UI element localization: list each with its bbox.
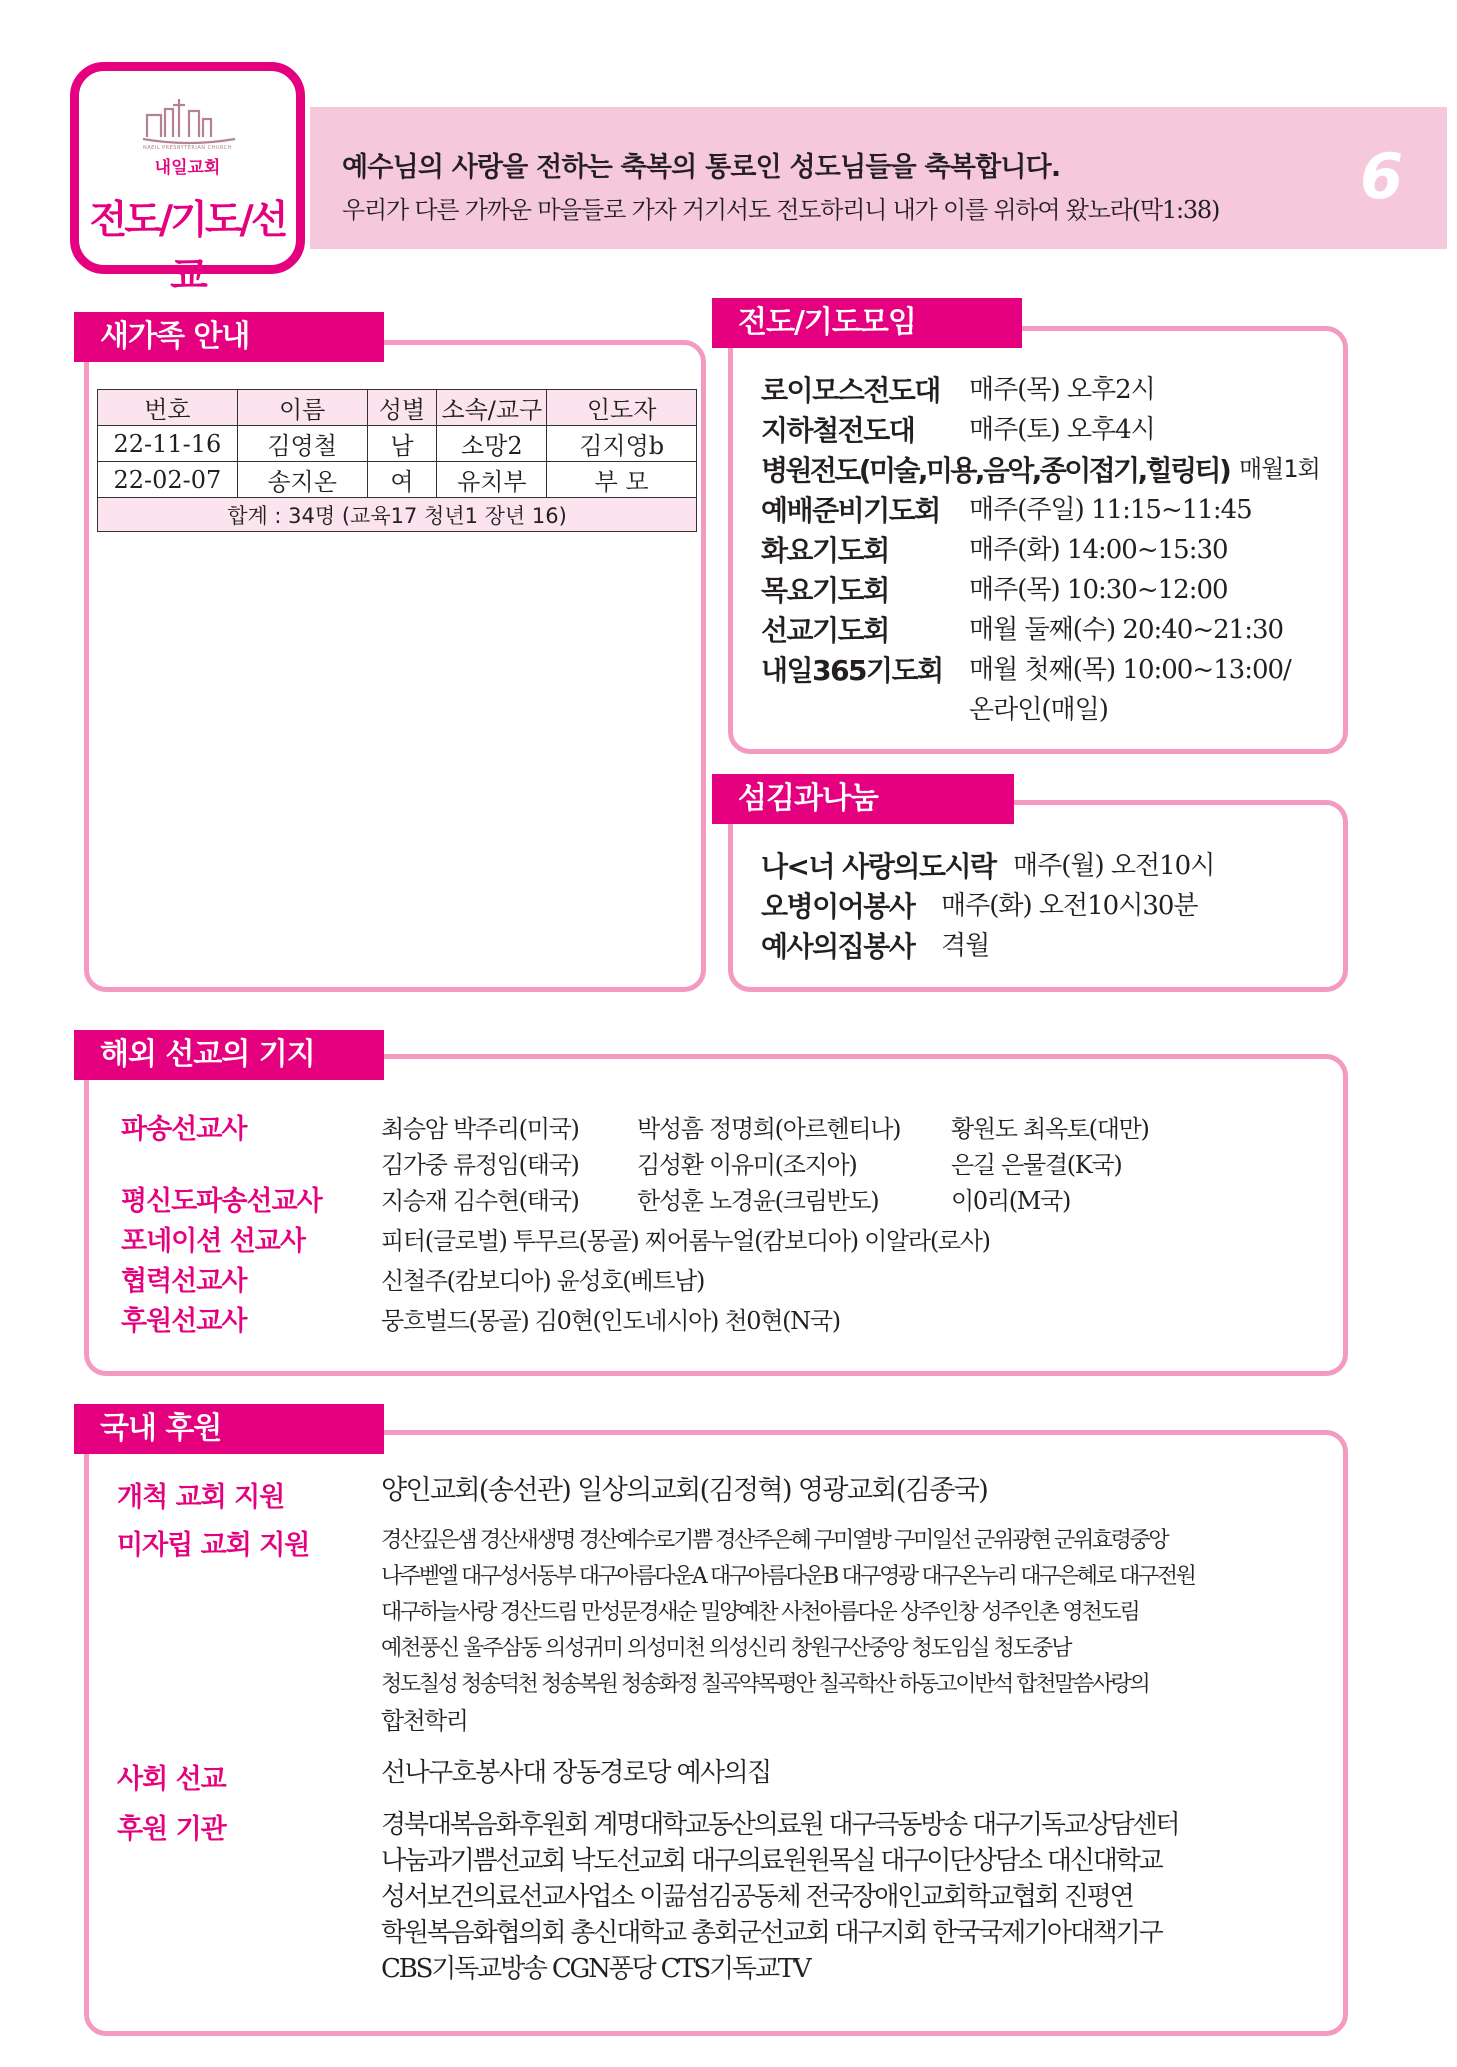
meetings-heading: 전도/기도모임 [712, 298, 1022, 348]
table-cell: 김영철 [237, 426, 367, 462]
summary-cell: 합계 : 34명 (교육17 청년1 장년 16) [98, 498, 697, 532]
service-name: 예사의집봉사 [761, 930, 915, 963]
service-heading: 섬김과나눔 [712, 774, 1014, 824]
new-family-table [97, 389, 697, 532]
missionary-entry: 황원도 최옥토(대만) [951, 1115, 1149, 1143]
church-logo-icon [139, 95, 239, 145]
table-row [98, 426, 697, 462]
table-cell: 김지영b [547, 426, 697, 462]
column-header: 성별 [367, 390, 437, 426]
missionary-entry: 박성흠 정명희(아르헨티나) [637, 1115, 901, 1143]
support-missionary-label: 후원선교사 [121, 1306, 247, 1337]
missionary-entry: 김가중 류정임(태국) [381, 1151, 579, 1179]
social-mission-text: 선나구호봉사대 장동경로당 예사의집 [381, 1758, 771, 1788]
missionary-entry: 신철주(캄보디아) 윤성호(베트남) [381, 1267, 705, 1295]
overseas-box [84, 1054, 1348, 1376]
meeting-time: 매월 둘째(수) 20:40~21:30 [969, 615, 1284, 645]
page-number: 6 [1360, 140, 1404, 213]
table-cell: 여 [367, 462, 437, 498]
list-item: 나눔과기쁨선교회 낙도선교회 대구의료원원목실 대구이단상담소 대신대학교 [381, 1846, 1162, 1876]
service-name: 나<너 사랑의도시락 [761, 850, 996, 883]
service-time: 격월 [941, 931, 990, 961]
meeting-name: 지하철전도대 [761, 414, 915, 447]
missionary-entry: 최승암 박주리(미국) [381, 1115, 579, 1143]
pioneer-text: 양인교회(송선관) 일상의교회(김정혁) 영광교회(김종국) [381, 1475, 988, 1506]
meeting-name: 목요기도회 [761, 574, 889, 607]
missionary-entry: 이0리(M국) [951, 1187, 1071, 1215]
social-mission-label: 사회 선교 [117, 1764, 226, 1795]
support-org-label: 후원 기관 [117, 1814, 226, 1845]
table-cell: 22-02-07 [98, 462, 238, 498]
dispatched-label: 파송선교사 [121, 1114, 247, 1145]
service-list [761, 845, 1341, 975]
meeting-name: 선교기도회 [761, 614, 889, 647]
meetings-list [761, 369, 1341, 749]
missionary-entry: 뭉흐벌드(몽골) 김0현(인도네시아) 천0현(N국) [381, 1307, 840, 1335]
meeting-name: 화요기도회 [761, 534, 889, 567]
logo-english-text: NAEIL PRESBYTERIAN CHURCH [142, 145, 232, 151]
lay-missionary-label: 평신도파송선교사 [121, 1186, 322, 1217]
column-header: 번호 [98, 390, 238, 426]
missionary-entry: 한성훈 노경윤(크림반도) [637, 1187, 879, 1215]
table-cell: 유치부 [437, 462, 547, 498]
meeting-time: 매주(목) 10:30~12:00 [969, 575, 1228, 605]
meetings-box [728, 326, 1348, 754]
table-cell: 소망2 [437, 426, 547, 462]
new-family-heading: 새가족 안내 [74, 312, 384, 362]
missionary-entry: 김성환 이유미(조지아) [637, 1151, 857, 1179]
logo-box [70, 62, 305, 299]
list-item: 나주벧엘 대구성서동부 대구아름다운A 대구아름다운B 대구영광 대구온누리 대구은혜로 대구전원 [381, 1564, 1195, 1589]
list-item: 청도칠성 청송덕천 청송복원 청송화정 칠곡약목평안 칠곡학산 하동고이반석 합천말씀사랑의 [381, 1672, 1149, 1697]
meeting-time: 매주(주일) 11:15~11:45 [969, 495, 1252, 525]
domestic-box [84, 1430, 1348, 2036]
new-family-box [84, 340, 706, 992]
meeting-time: 매주(목) 오후2시 [969, 375, 1155, 405]
list-item: CBS기독교방송 CGN퐁당 CTS기독교TV [381, 1954, 810, 1984]
column-header: 소속/교구 [437, 390, 547, 426]
support-org-list [381, 1807, 1331, 1997]
header-blessing-text: 예수님의 사랑을 전하는 축복의 통로인 성도님들을 축복합니다. [342, 152, 1061, 183]
section-title: 전도/기도/선교 [89, 198, 286, 299]
list-item: 예천풍신 울주삼동 의성귀미 의성미천 의성신리 창원구산중앙 청도임실 청도중남 [381, 1636, 1071, 1661]
meeting-name: 내일365기도회 [761, 654, 943, 687]
meeting-name: 병원전도(미술,미용,음악,종이접기,힐링티) [761, 454, 1230, 487]
list-item: 합천학리 [381, 1707, 468, 1735]
column-header: 이름 [237, 390, 367, 426]
table-cell: 부 모 [547, 462, 697, 498]
meeting-time-extra: 온라인(매일) [969, 695, 1108, 725]
meeting-name: 예배준비기도회 [761, 494, 940, 527]
service-box [728, 800, 1348, 992]
table-row [98, 462, 697, 498]
table-cell: 송지온 [237, 462, 367, 498]
list-item: 성서보건의료선교사업소 이끎섬김공동체 전국장애인교회학교협회 진평연 [381, 1882, 1133, 1912]
meeting-name: 로이모스전도대 [761, 374, 940, 407]
overseas-content [121, 1107, 1321, 1367]
meeting-time: 매월 첫째(목) 10:00~13:00/ [969, 655, 1291, 685]
missionary-entry: 은길 은물결(K국) [951, 1151, 1122, 1179]
meeting-time: 매주(화) 14:00~15:30 [969, 535, 1228, 565]
unestablished-label: 미자립 교회 지원 [117, 1530, 310, 1561]
partner-missionary-label: 협력선교사 [121, 1266, 247, 1297]
domestic-content [117, 1475, 1337, 2035]
domestic-heading: 국내 후원 [74, 1404, 384, 1454]
header-verse-text: 우리가 다른 가까운 마을들로 가자 거기서도 전도하리니 내가 이를 위하여 왔노라(막1:38) [342, 196, 1220, 224]
table-cell: 22-11-16 [98, 426, 238, 462]
meeting-time: 매월1회 [1239, 455, 1320, 483]
unestablished-list [381, 1523, 1331, 1743]
service-time: 매주(화) 오전10시30분 [941, 891, 1198, 921]
column-header: 인도자 [547, 390, 697, 426]
overseas-heading: 해외 선교의 기지 [74, 1030, 384, 1080]
service-time: 매주(월) 오전10시 [1013, 851, 1215, 881]
list-item: 학원복음화협의회 총신대학교 총회군선교회 대구지회 한국국제기아대책기구 [381, 1918, 1162, 1948]
list-item: 경산깊은샘 경산새생명 경산예수로기쁨 경산주은혜 구미열방 구미일선 군위광현 군위효령중앙 [381, 1528, 1168, 1553]
list-item: 경북대복음화후원회 계명대학교동산의료원 대구극동방송 대구기독교상담센터 [381, 1810, 1179, 1840]
missionary-entry: 피터(글로벌) 투무르(몽골) 찌어롬누얼(캄보디아) 이알라(로사) [381, 1227, 990, 1255]
fornation-missionary-label: 포네이션 선교사 [121, 1226, 305, 1257]
logo-korean-text: 내일교회 [154, 158, 221, 178]
table-header-row [98, 390, 697, 426]
table-cell: 남 [367, 426, 437, 462]
meeting-time: 매주(토) 오후4시 [969, 415, 1155, 445]
list-item: 대구하늘사랑 경산드림 만성문경새순 밀양예찬 사천아름다운 상주인창 성주인촌 영천도림 [381, 1600, 1139, 1625]
pioneer-label: 개척 교회 지원 [117, 1482, 285, 1513]
service-name: 오병이어봉사 [761, 890, 915, 923]
table-summary-row [98, 498, 697, 532]
missionary-entry: 지승재 김수현(태국) [381, 1187, 579, 1215]
